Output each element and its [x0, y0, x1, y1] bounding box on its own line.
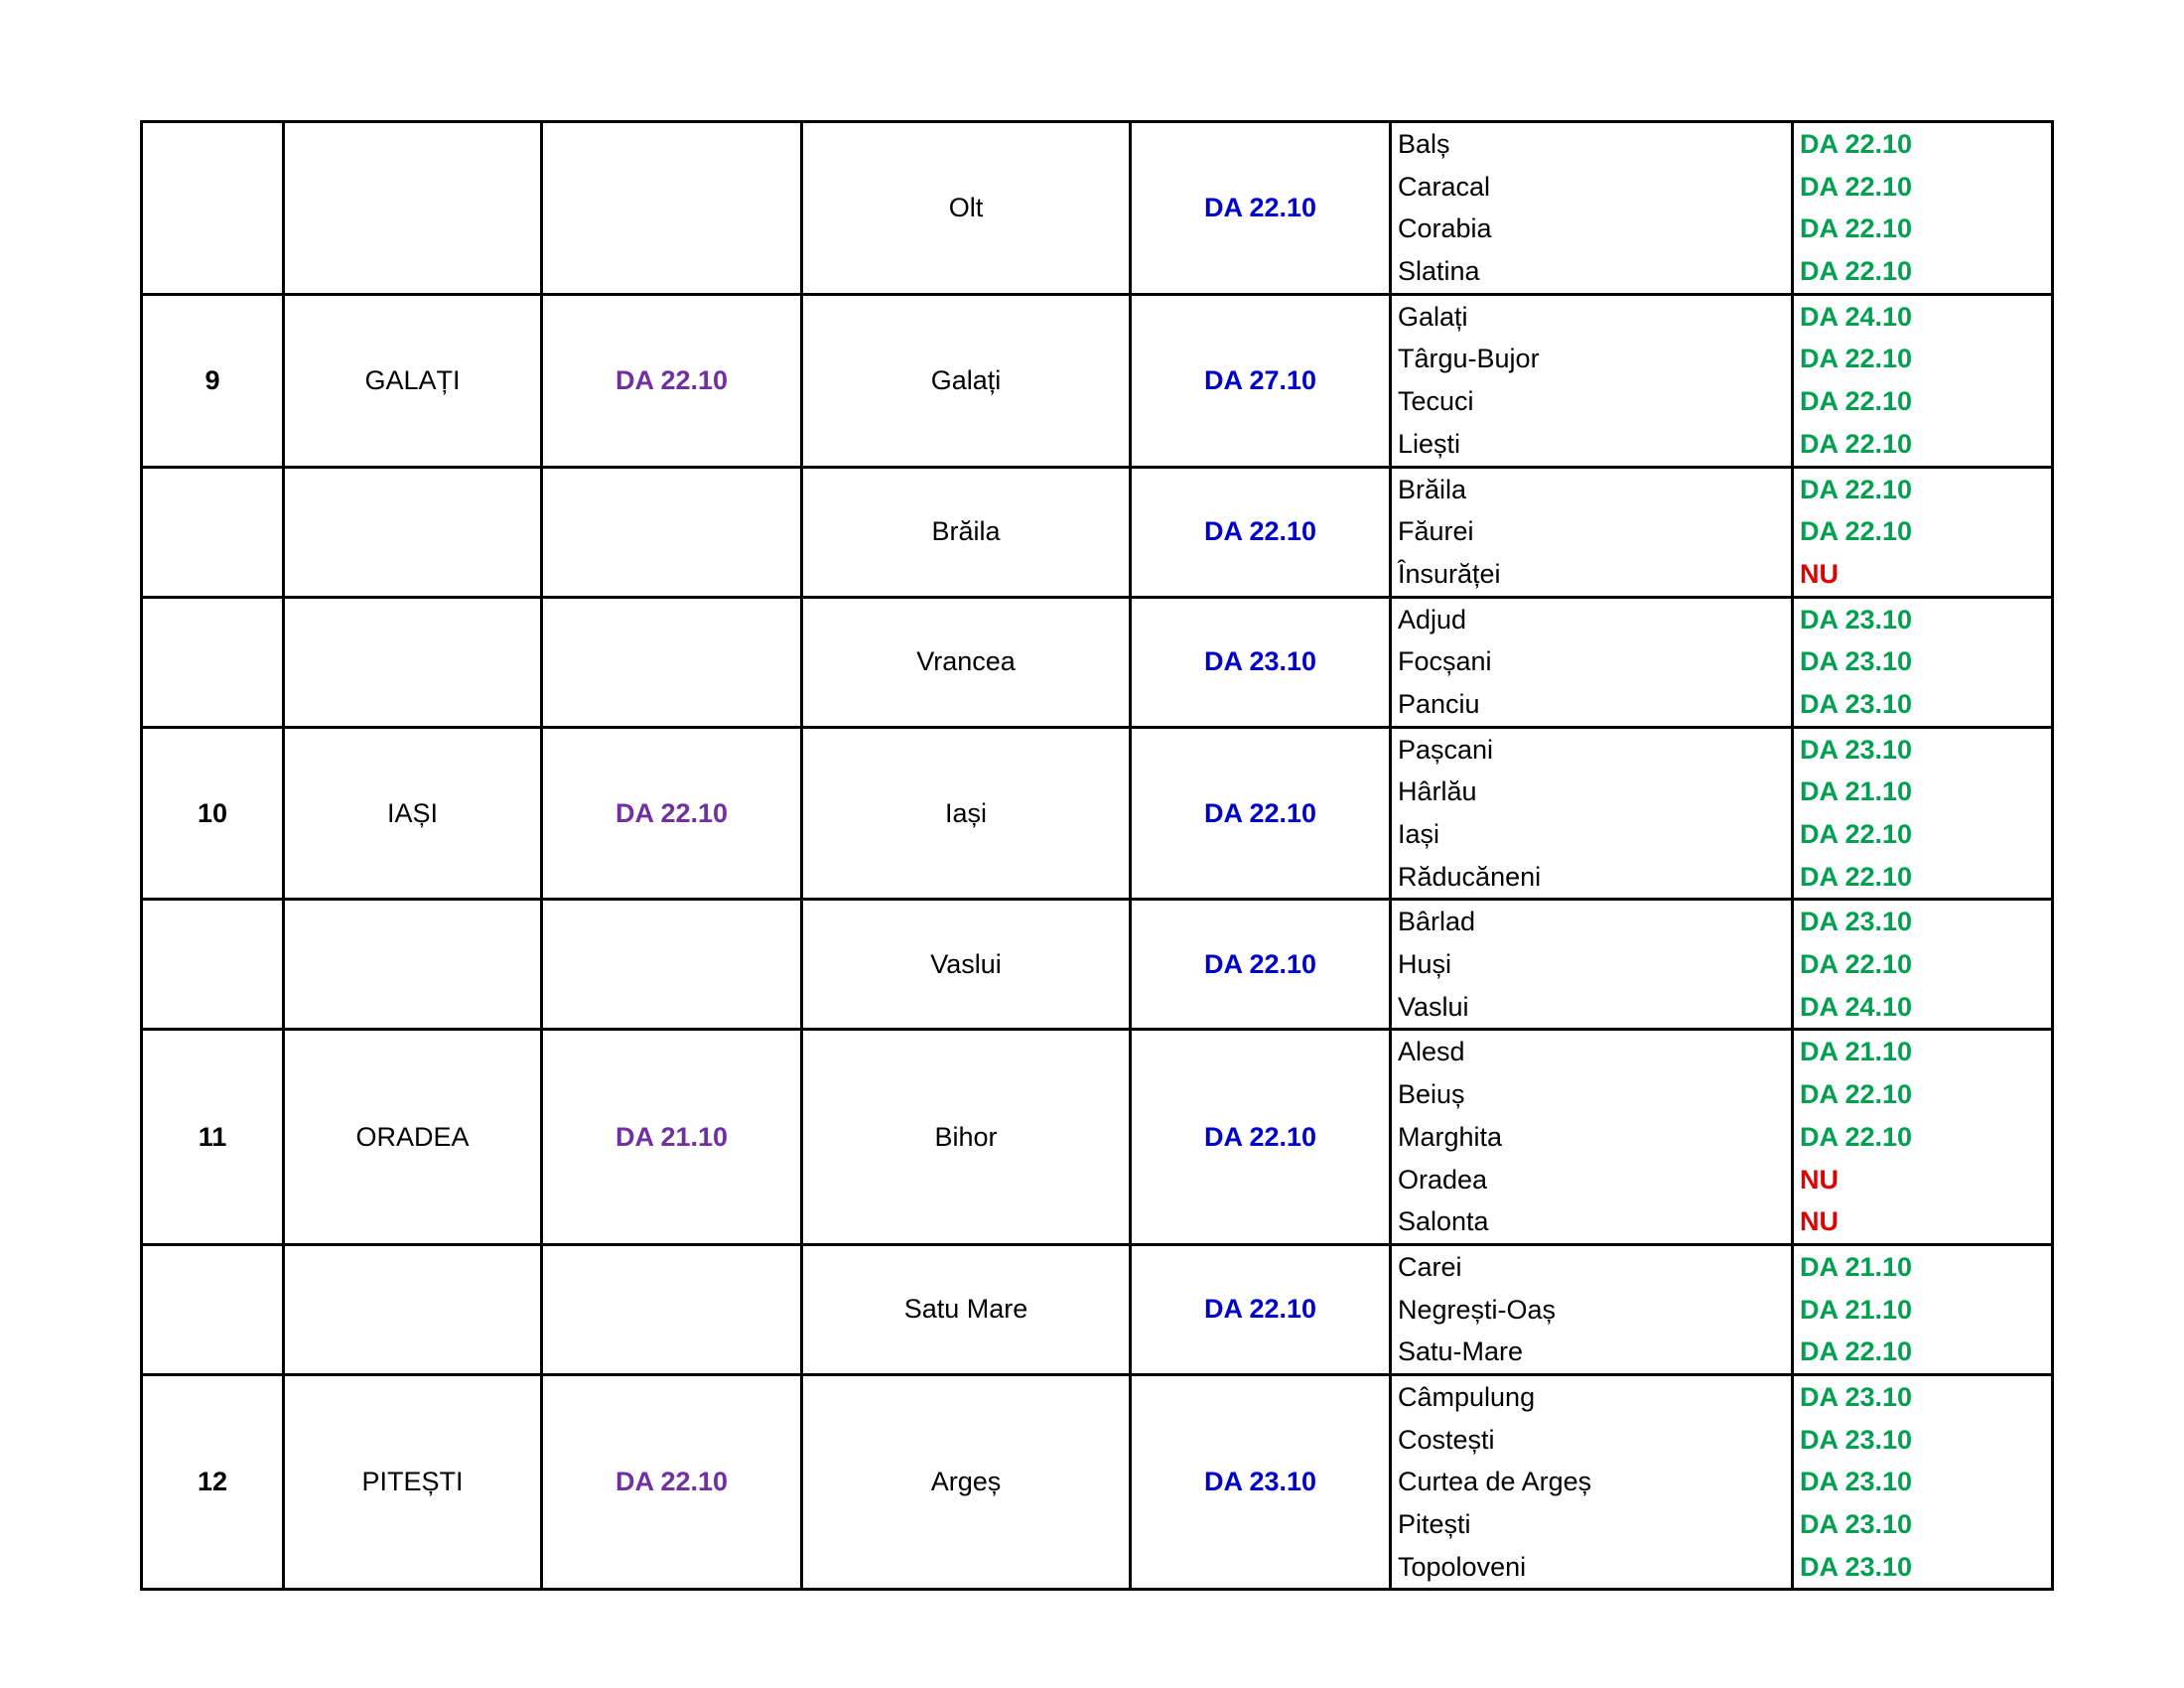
court-status: DA 23.10 [1800, 734, 1913, 765]
court-status-list-cell [1793, 1244, 2053, 1374]
appeal-court-cell [284, 1244, 542, 1374]
court-list-cell [1391, 294, 1793, 467]
court-status: DA 22.10 [1800, 1121, 1913, 1152]
court-status: DA 23.10 [1800, 1509, 1913, 1539]
county-cell: Galați [802, 294, 1131, 467]
court-list-cell [1391, 467, 1793, 597]
court-name: Vaslui [1398, 991, 1469, 1022]
table-row [142, 122, 2053, 295]
county-status-cell: DA 23.10 [1131, 1374, 1391, 1589]
court-status: DA 22.10 [1800, 1336, 1913, 1367]
court-name: Iași [1398, 819, 1440, 849]
court-status-list-cell [1793, 597, 2053, 727]
court-name: Slatina [1398, 256, 1480, 287]
court-list-cell [1391, 727, 1793, 900]
court-name: Balș [1398, 129, 1450, 159]
appeal-court-cell: ORADEA [284, 1030, 542, 1244]
court-list-cell [1391, 900, 1793, 1030]
court-name: Salonta [1398, 1206, 1489, 1237]
court-status: DA 23.10 [1800, 1424, 1913, 1455]
court-name: Curtea de Argeș [1398, 1467, 1592, 1497]
court-name: Beiuș [1398, 1079, 1465, 1110]
court-status: DA 22.10 [1800, 428, 1913, 459]
court-status: DA 22.10 [1800, 949, 1913, 980]
county-cell: Vrancea [802, 597, 1131, 727]
court-name: Oradea [1398, 1164, 1488, 1195]
court-name: Costești [1398, 1424, 1495, 1455]
appeal-court-status-cell [542, 122, 802, 295]
appeal-court-status-cell [542, 900, 802, 1030]
court-list-cell [1391, 1244, 1793, 1374]
appeal-court-cell [284, 597, 542, 727]
county-status-cell: DA 22.10 [1131, 900, 1391, 1030]
court-status-list-cell [1793, 727, 2053, 900]
court-status: NU [1800, 1206, 1839, 1237]
county-status-cell: DA 22.10 [1131, 1030, 1391, 1244]
court-status: DA 22.10 [1800, 256, 1913, 287]
court-status-list-cell [1793, 294, 2053, 467]
court-name: Corabia [1398, 213, 1492, 244]
row-number-cell [142, 900, 284, 1030]
court-name: Hârlău [1398, 776, 1477, 807]
appeal-court-status-cell [542, 467, 802, 597]
court-list-cell [1391, 122, 1793, 295]
table-row [142, 1030, 2053, 1244]
court-status: DA 22.10 [1800, 1079, 1913, 1110]
court-status: DA 22.10 [1800, 516, 1913, 547]
row-number-cell: 9 [142, 294, 284, 467]
court-status: DA 23.10 [1800, 907, 1913, 937]
court-name: Alesd [1398, 1037, 1465, 1067]
county-status-cell: DA 22.10 [1131, 467, 1391, 597]
row-number-cell: 11 [142, 1030, 284, 1244]
status-table [140, 120, 2054, 1591]
appeal-court-status-cell [542, 1244, 802, 1374]
court-name: Topoloveni [1398, 1551, 1527, 1582]
court-name: Făurei [1398, 516, 1474, 547]
court-name: Liești [1398, 428, 1461, 459]
court-name: Târgu-Bujor [1398, 344, 1540, 374]
table-row [142, 1244, 2053, 1374]
court-status: DA 22.10 [1800, 819, 1913, 849]
court-name: Satu-Mare [1398, 1336, 1524, 1367]
county-status-cell: DA 22.10 [1131, 1244, 1391, 1374]
court-status: DA 22.10 [1800, 213, 1913, 244]
court-status: DA 22.10 [1800, 171, 1913, 202]
court-name: Brăila [1398, 474, 1467, 504]
appeal-court-cell: PITEȘTI [284, 1374, 542, 1589]
county-cell: Bihor [802, 1030, 1131, 1244]
court-list-cell [1391, 1030, 1793, 1244]
court-name: Pitești [1398, 1509, 1471, 1539]
row-number-cell [142, 122, 284, 295]
court-status-list-cell [1793, 122, 2053, 295]
county-cell: Olt [802, 122, 1131, 295]
court-status: NU [1800, 1164, 1839, 1195]
court-status: DA 23.10 [1800, 1551, 1913, 1582]
table-body [142, 122, 2053, 1590]
county-cell: Vaslui [802, 900, 1131, 1030]
court-status-list-cell [1793, 467, 2053, 597]
court-status: DA 23.10 [1800, 688, 1913, 719]
appeal-court-cell: GALAȚI [284, 294, 542, 467]
court-name: Focșani [1398, 646, 1492, 677]
appeal-court-cell [284, 122, 542, 295]
court-list-cell [1391, 597, 1793, 727]
table-row [142, 727, 2053, 900]
court-status: DA 21.10 [1800, 1251, 1913, 1282]
appeal-court-cell [284, 467, 542, 597]
county-status-cell: DA 22.10 [1131, 727, 1391, 900]
county-status-cell: DA 22.10 [1131, 122, 1391, 295]
court-name: Răducăneni [1398, 861, 1542, 892]
county-status-cell: DA 27.10 [1131, 294, 1391, 467]
court-status: DA 24.10 [1800, 991, 1913, 1022]
court-status: DA 23.10 [1800, 1467, 1913, 1497]
court-status: DA 21.10 [1800, 1037, 1913, 1067]
court-name: Panciu [1398, 688, 1480, 719]
court-status: DA 21.10 [1800, 1294, 1913, 1325]
row-number-cell [142, 1244, 284, 1374]
court-status: DA 24.10 [1800, 301, 1913, 332]
court-name: Pașcani [1398, 734, 1494, 765]
court-status: NU [1800, 558, 1839, 589]
county-cell: Brăila [802, 467, 1131, 597]
court-status-list-cell [1793, 900, 2053, 1030]
table-row [142, 467, 2053, 597]
row-number-cell: 10 [142, 727, 284, 900]
table-row [142, 597, 2053, 727]
court-status: DA 22.10 [1800, 861, 1913, 892]
table-row [142, 900, 2053, 1030]
court-list-cell [1391, 1374, 1793, 1589]
court-name: Însurăței [1398, 558, 1501, 589]
row-number-cell [142, 467, 284, 597]
appeal-court-status-cell: DA 22.10 [542, 294, 802, 467]
court-name: Galați [1398, 301, 1468, 332]
court-status: DA 22.10 [1800, 129, 1913, 159]
court-name: Câmpulung [1398, 1381, 1536, 1412]
court-status: DA 22.10 [1800, 344, 1913, 374]
court-status: DA 23.10 [1800, 1381, 1913, 1412]
county-cell: Argeș [802, 1374, 1131, 1589]
court-name: Huși [1398, 949, 1452, 980]
county-cell: Satu Mare [802, 1244, 1131, 1374]
court-status: DA 23.10 [1800, 646, 1913, 677]
table-row [142, 294, 2053, 467]
court-status-list-cell [1793, 1374, 2053, 1589]
table-row [142, 1374, 2053, 1589]
appeal-court-status-cell [542, 597, 802, 727]
appeal-court-cell [284, 900, 542, 1030]
appeal-court-status-cell: DA 22.10 [542, 1374, 802, 1589]
county-status-cell: DA 23.10 [1131, 597, 1391, 727]
court-name: Adjud [1398, 604, 1467, 634]
court-name: Marghita [1398, 1121, 1503, 1152]
court-status: DA 23.10 [1800, 604, 1913, 634]
court-name: Tecuci [1398, 386, 1474, 417]
appeal-court-status-cell: DA 21.10 [542, 1030, 802, 1244]
appeal-court-status-cell: DA 22.10 [542, 727, 802, 900]
row-number-cell: 12 [142, 1374, 284, 1589]
county-cell: Iași [802, 727, 1131, 900]
court-name: Negrești-Oaș [1398, 1294, 1557, 1325]
court-name: Bârlad [1398, 907, 1476, 937]
row-number-cell [142, 597, 284, 727]
court-name: Carei [1398, 1251, 1462, 1282]
court-status: DA 21.10 [1800, 776, 1913, 807]
appeal-court-cell: IAȘI [284, 727, 542, 900]
court-status-list-cell [1793, 1030, 2053, 1244]
court-status: DA 22.10 [1800, 386, 1913, 417]
court-status: DA 22.10 [1800, 474, 1913, 504]
court-name: Caracal [1398, 171, 1491, 202]
